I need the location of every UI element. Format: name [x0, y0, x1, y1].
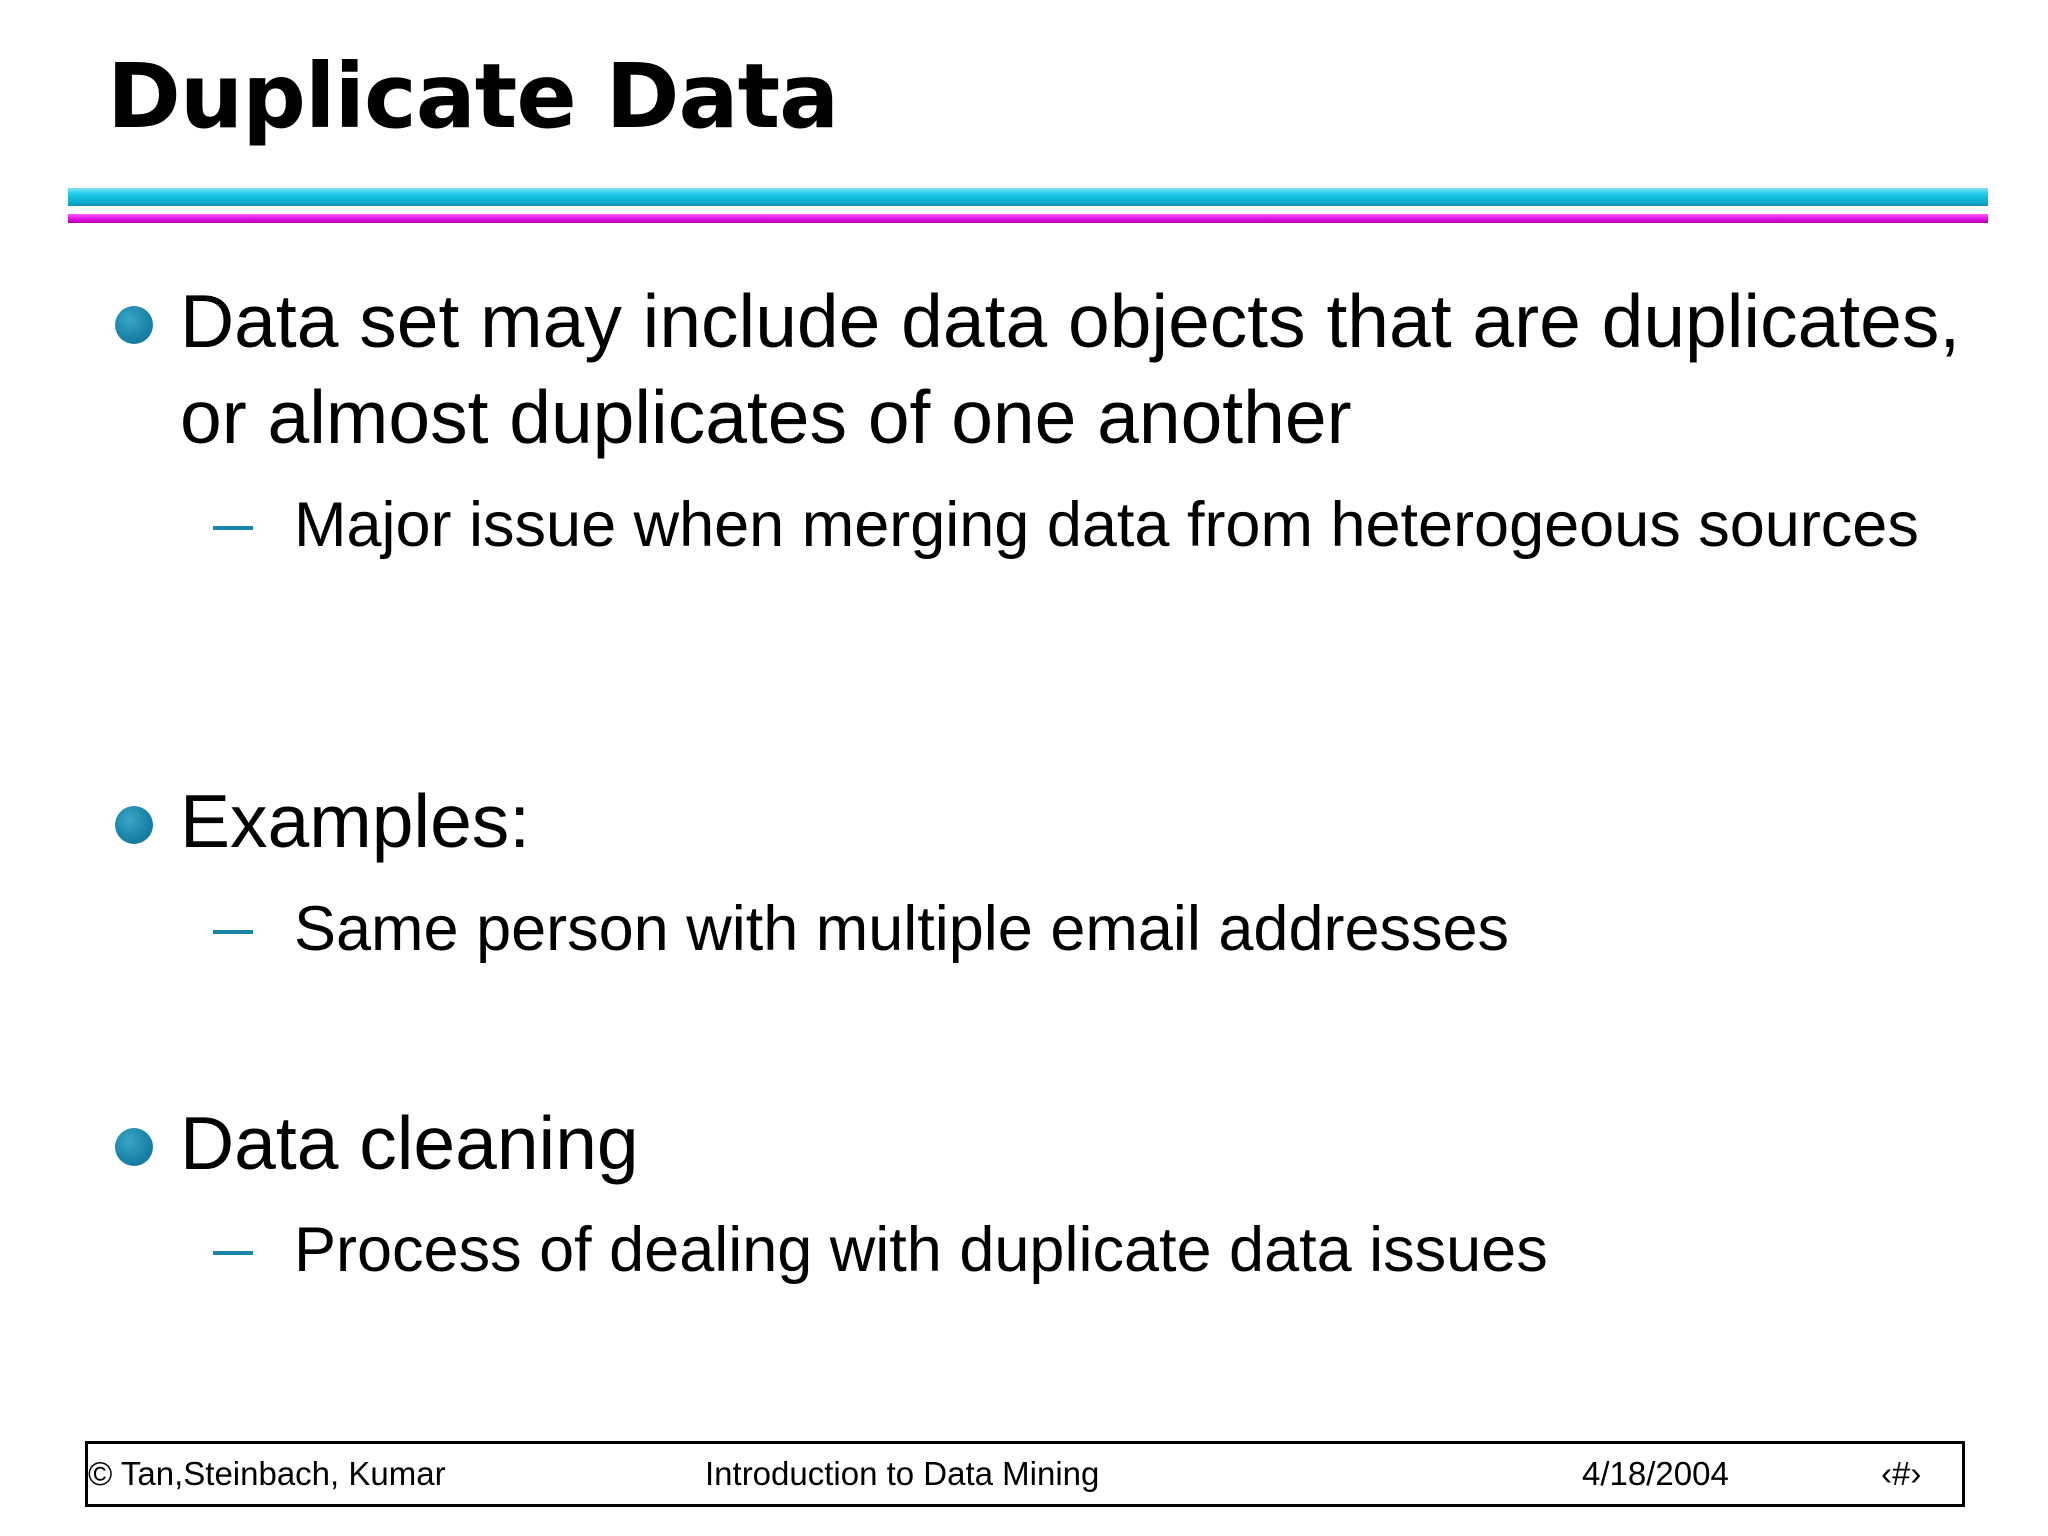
sub-bullet-text: Major issue when merging data from heterogeous sources: [294, 490, 1919, 560]
bullet-text: Data set may include data objects that are duplicates, or almost duplicates of one another: [180, 279, 1961, 459]
bullet-dot-icon: [115, 806, 153, 844]
footer-date: 4/18/2004: [1582, 1455, 1729, 1492]
footer-copyright: © Tan,Steinbach, Kumar: [88, 1455, 446, 1492]
sub-bullet-dash-icon: [213, 1251, 253, 1255]
bullet-dot-icon: [115, 1128, 153, 1166]
footer-slide-number: ‹#›: [1881, 1455, 1922, 1492]
sub-bullet-dash-icon: [213, 930, 253, 934]
bullet-dot-icon: [115, 306, 153, 344]
sub-bullet-text: Same person with multiple email addresses: [294, 894, 1510, 964]
footer-course: Introduction to Data Mining: [705, 1455, 1100, 1492]
slide-title: Duplicate Data: [107, 44, 839, 148]
title-rule-cyan: [68, 188, 1988, 206]
sub-bullet-dash-icon: [213, 526, 253, 530]
title-rule-magenta: [68, 214, 1988, 223]
sub-bullet-text: Process of dealing with duplicate data issues: [294, 1215, 1548, 1285]
slide-footer: [85, 1441, 1965, 1507]
bullet-text: Data cleaning: [180, 1101, 639, 1185]
bullet-text: Examples:: [180, 779, 531, 863]
